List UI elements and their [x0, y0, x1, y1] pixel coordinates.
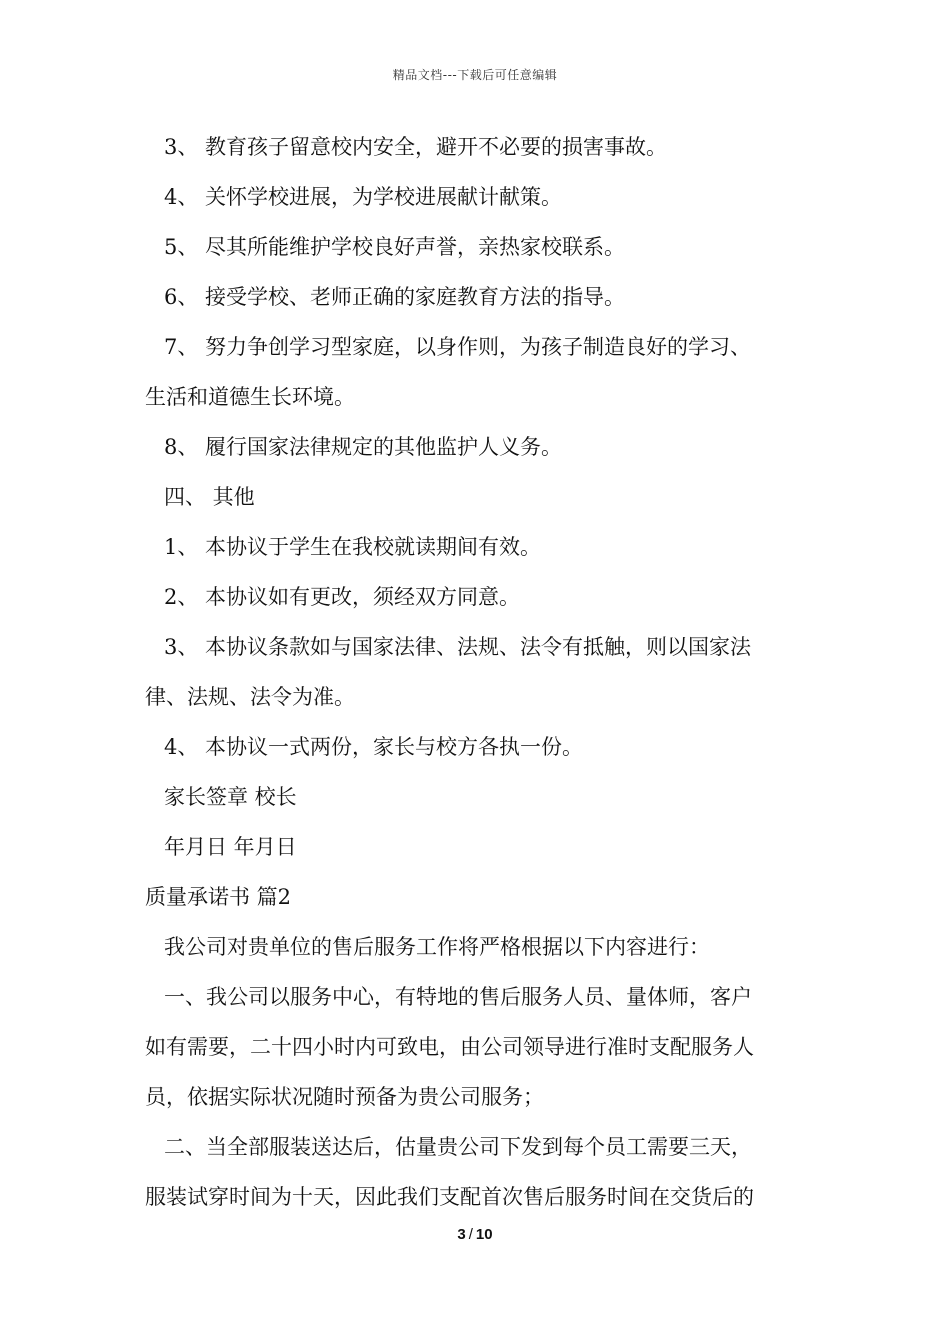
signature-line: 家长签章 校长 [164, 785, 297, 809]
section-title: 质量承诺书 篇2 [145, 885, 292, 909]
body-line: 3、 本协议条款如与国家法律、法规、法令有抵触，则以国家法 [164, 635, 752, 659]
body-line: 律、法规、法令为准。 [145, 685, 355, 709]
body-line: 服装试穿时间为十天，因此我们支配首次售后服务时间在交货后的 [145, 1185, 754, 1209]
body-line: 6、 接受学校、老师正确的家庭教育方法的指导。 [164, 285, 626, 309]
body-line: 4、 关怀学校进展，为学校进展献计献策。 [164, 185, 563, 209]
body-line: 我公司对贵单位的售后服务工作将严格根据以下内容进行： [164, 935, 710, 959]
section-heading: 四、 其他 [164, 485, 255, 509]
body-line: 7、 努力争创学习型家庭，以身作则，为孩子制造良好的学习、 [164, 335, 752, 359]
body-line: 8、 履行国家法律规定的其他监护人义务。 [164, 435, 563, 459]
body-line: 如有需要，二十四小时内可致电，由公司领导进行准时支配服务人 [145, 1035, 754, 1059]
page-header: 精品文档---下载后可任意编辑 [392, 68, 558, 82]
body-line: 1、 本协议于学生在我校就读期间有效。 [164, 535, 542, 559]
body-line: 3、 教育孩子留意校内安全，避开不必要的损害事故。 [164, 135, 668, 159]
page-separator: / [468, 1226, 473, 1243]
body-line: 4、 本协议一式两份，家长与校方各执一份。 [164, 735, 584, 759]
current-page: 3 [457, 1226, 466, 1243]
body-line: 2、 本协议如有更改，须经双方同意。 [164, 585, 521, 609]
total-pages: 10 [475, 1226, 493, 1243]
body-line: 生活和道德生长环境。 [145, 385, 355, 409]
date-line: 年月日 年月日 [164, 835, 297, 859]
body-line: 员，依据实际状况随时预备为贵公司服务； [145, 1085, 544, 1109]
page-number [0, 1226, 950, 1243]
body-line: 5、 尽其所能维护学校良好声誉，亲热家校联系。 [164, 235, 626, 259]
body-line: 一、我公司以服务中心，有特地的售后服务人员、量体师，客户 [164, 985, 752, 1009]
body-line: 二、当全部服装送达后，估量贵公司下发到每个员工需要三天， [164, 1135, 752, 1159]
